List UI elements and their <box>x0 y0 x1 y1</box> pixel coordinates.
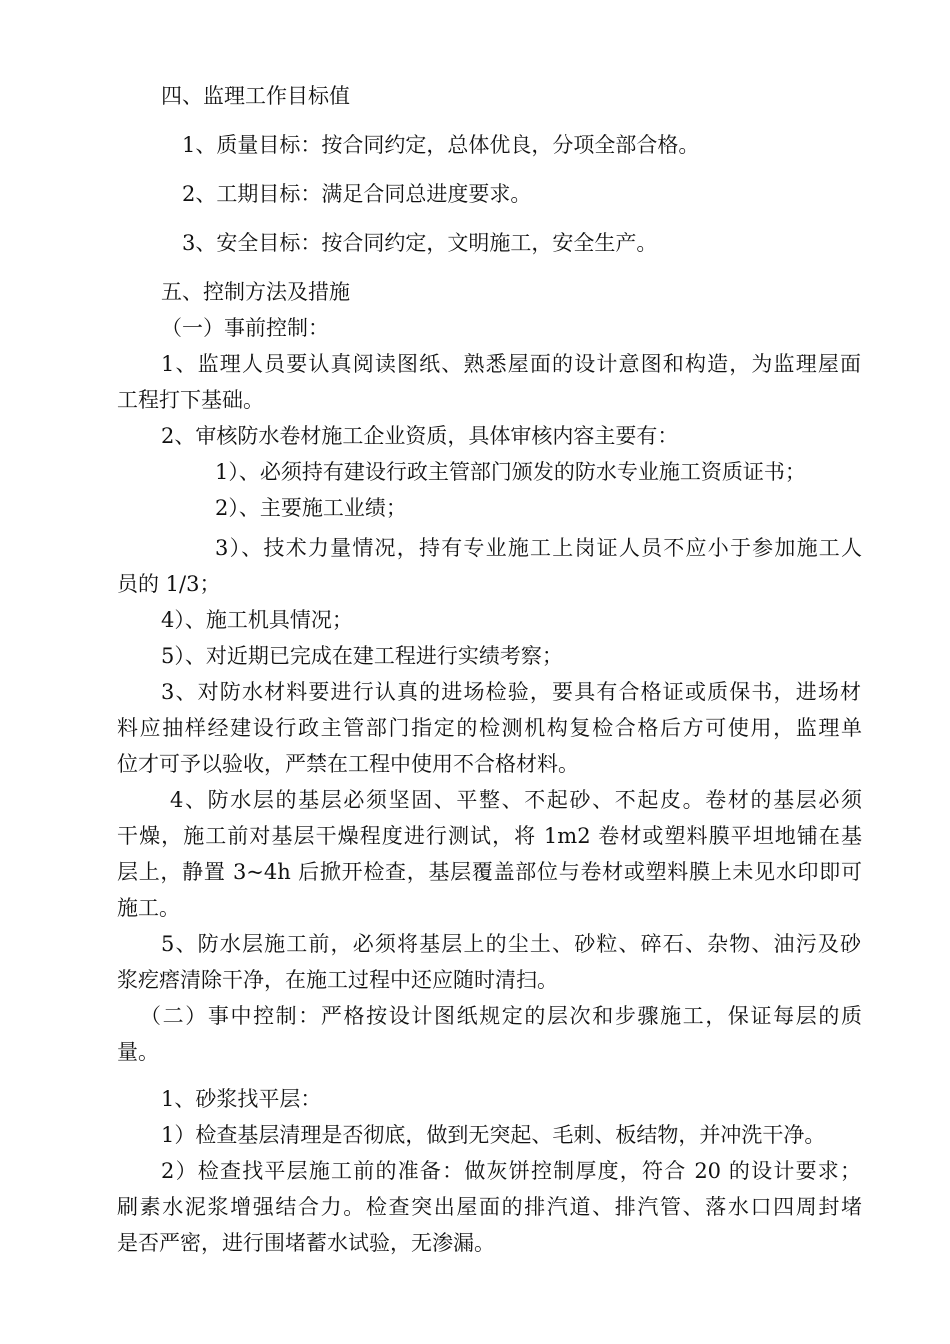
paragraph-line: 1）检查基层清理是否彻底，做到无突起、毛刺、板结物，并冲洗干净。 <box>161 1123 826 1147</box>
paragraph-line: 料应抽样经建设行政主管部门指定的检测机构复检合格后方可使用，监理单 <box>117 716 862 740</box>
list-item: 2）、主要施工业绩； <box>215 496 407 520</box>
subsection-heading-in-process-control: （二）事中控制：严格按设计图纸规定的层次和步骤施工，保证每层的质 <box>140 1004 862 1028</box>
subsection-heading-pre-control: （一）事前控制： <box>161 316 329 340</box>
paragraph-line: 刷素水泥浆增强结合力。检查突出屋面的排汽道、排汽管、落水口四周封堵 <box>117 1195 862 1219</box>
paragraph-line: 3、对防水材料要进行认真的进场检验，要具有合格证或质保书，进场材 <box>161 680 861 704</box>
section-heading-4: 四、监理工作目标值 <box>161 84 350 108</box>
goal-schedule: 2、工期目标：满足合同总进度要求。 <box>182 182 532 206</box>
paragraph-line: 施工。 <box>117 896 180 920</box>
list-item: 1）、必须持有建设行政主管部门颁发的防水专业施工资质证书； <box>215 460 806 484</box>
section-heading-5: 五、控制方法及措施 <box>161 280 350 304</box>
paragraph-line: 4、防水层的基层必须坚固、平整、不起砂、不起皮。卷材的基层必须 <box>170 788 862 812</box>
paragraph-line: 层上，静置 3~4h 后掀开检查，基层覆盖部位与卷材或塑料膜上未见水印即可 <box>117 860 862 884</box>
list-item: 4）、施工机具情况； <box>161 608 353 632</box>
paragraph-line: 5、防水层施工前，必须将基层上的尘土、砂粒、碎石、杂物、油污及砂 <box>161 932 861 956</box>
list-item: 5）、对近期已完成在建工程进行实绩考察； <box>161 644 563 668</box>
goal-safety: 3、安全目标：按合同约定，文明施工，安全生产。 <box>182 231 658 255</box>
paragraph-line: 浆疙瘩清除干净，在施工过程中还应随时清扫。 <box>117 968 558 992</box>
list-item: 员的 1/3； <box>117 572 221 596</box>
paragraph-line: 1、监理人员要认真阅读图纸、熟悉屋面的设计意图和构造，为监理屋面 <box>161 352 861 376</box>
paragraph-line: 干燥，施工前对基层干燥程度进行测试，将 1m2 卷材或塑料膜平坦地铺在基 <box>117 824 862 848</box>
paragraph-line: 1、砂浆找平层： <box>161 1087 322 1111</box>
paragraph-line: 是否严密，进行围堵蓄水试验，无渗漏。 <box>117 1231 495 1255</box>
list-item: 3）、技术力量情况，持有专业施工上岗证人员不应小于参加施工人 <box>215 536 862 560</box>
paragraph-line: 2）检查找平层施工前的准备：做灰饼控制厚度，符合 20 的设计要求； <box>161 1159 861 1183</box>
paragraph-line: 工程打下基础。 <box>117 388 264 412</box>
paragraph-line: 量。 <box>117 1040 159 1064</box>
paragraph-line: 位才可予以验收，严禁在工程中使用不合格材料。 <box>117 752 579 776</box>
goal-quality: 1、质量目标：按合同约定，总体优良，分项全部合格。 <box>182 133 700 157</box>
paragraph-line: 2、审核防水卷材施工企业资质，具体审核内容主要有： <box>161 424 679 448</box>
